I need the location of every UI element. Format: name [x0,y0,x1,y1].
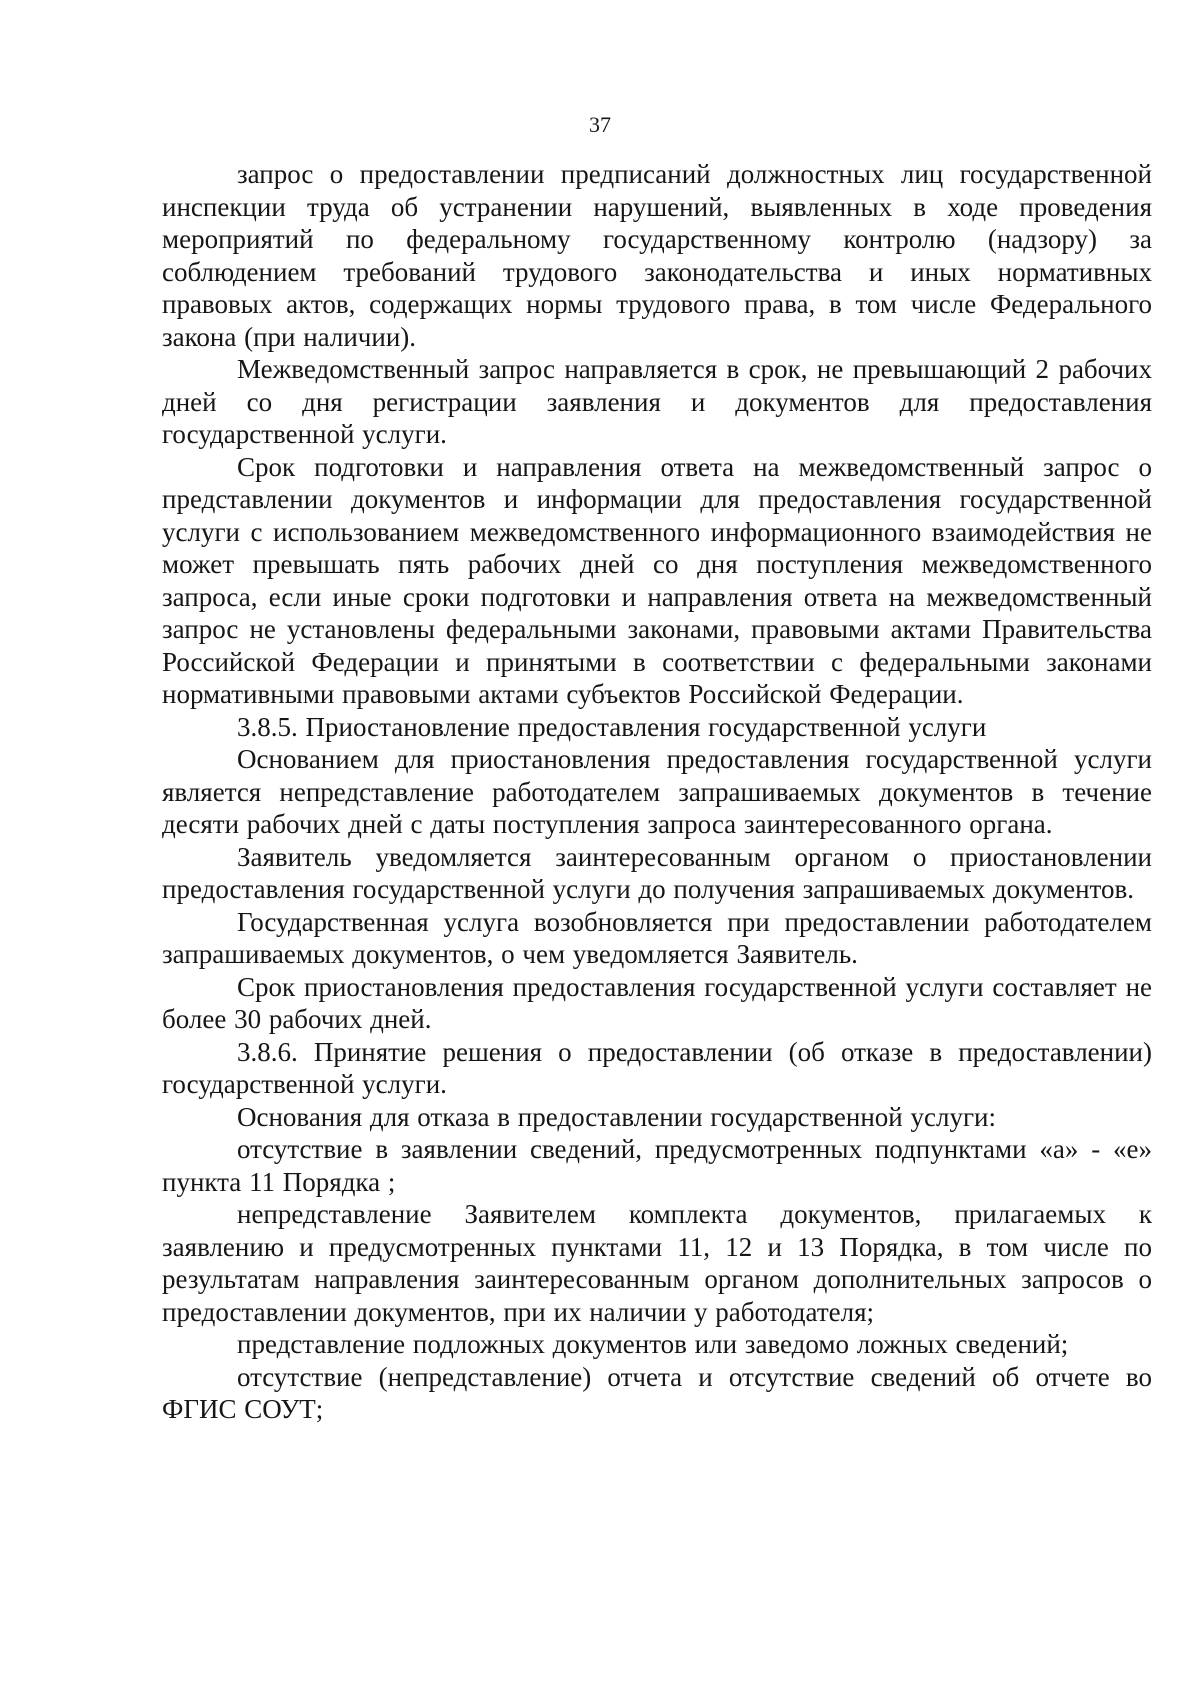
paragraph-refusal-grounds-intro: Основания для отказа в предоставлении государственной услуги: [237,1101,996,1132]
list-item-missing-report: отсутствие (непредставление) отчета и отсутствие сведений об отчете во ФГИС СОУТ; [162,1361,1152,1424]
paragraph-interagency-request-continuation: запрос о предоставлении предписаний должностных лиц государственной инспекции труда об устранении нарушений, выявленных в ходе проведения мероприятий по федеральному государственному контролю (надзору) за соблюдением требований трудового законодательства и иных нормативных правовых актов, содержащих нормы трудового права, в том числе Федерального закона (при наличии). [162,159,1152,352]
paragraph-response-deadline: Срок подготовки и направления ответа на межведомственный запрос о представлении документов и информации для предоставления государственной услуги с использованием межведомственного информационного взаимодействия не может превышать пять рабочих дней со дня поступления межведомственного запроса, если иные сроки подготовки и направления ответа на межведомственный запрос не установлены федеральными законами, правовыми актами Правительства Российской Федерации и принятыми в соответствии с федеральными законами нормативными правовыми актами субъектов Российской Федерации. [162,451,1152,709]
list-item-incomplete-documents: непредставление Заявителем комплекта документов, прилагаемых к заявлению и предусмотренных пунктами 11, 12 и 13 Порядка, в том числе по результатам направления заинтересованным органом дополнительных запросов о предоставлении документов, при их наличии у работодателя; [162,1199,1152,1327]
page-number: 37 [589,112,611,137]
list-item-forged-documents: представление подложных документов или заведомо ложных сведений; [237,1329,1069,1359]
paragraph-applicant-notification: Заявитель уведомляется заинтересованным органом о приостановлении предоставления государственной услуги до получения запрашиваемых документов. [162,841,1152,904]
list-item-missing-information: отсутствие в заявлении сведений, предусмотренных подпунктами «а» - «е» пункта 11 Порядка ; [162,1134,1152,1197]
paragraph-suspension-period: Срок приостановления предоставления государственной услуги составляет не более 30 рабочих дней. [162,971,1152,1034]
paragraph-service-resumption: Государственная услуга возобновляется при предоставлении работодателем запрашиваемых документов, о чем уведомляется Заявитель. [162,906,1152,969]
section-heading-3-8-6: 3.8.6. Принятие решения о предоставлении (об отказе в предоставлении) государственной услуги. [162,1036,1152,1099]
paragraph-request-deadline: Межведомственный запрос направляется в срок, не превышающий 2 рабочих дней со дня регистрации заявления и документов для предоставления государственной услуги. [162,354,1152,449]
document-body [162,158,1152,1426]
section-heading-3-8-5: 3.8.5. Приостановление предоставления государственной услуги [237,711,987,742]
paragraph-suspension-grounds: Основанием для приостановления предоставления государственной услуги является непредставление работодателем запрашиваемых документов в течение десяти рабочих дней с даты поступления запроса заинтересованного органа. [162,744,1152,839]
